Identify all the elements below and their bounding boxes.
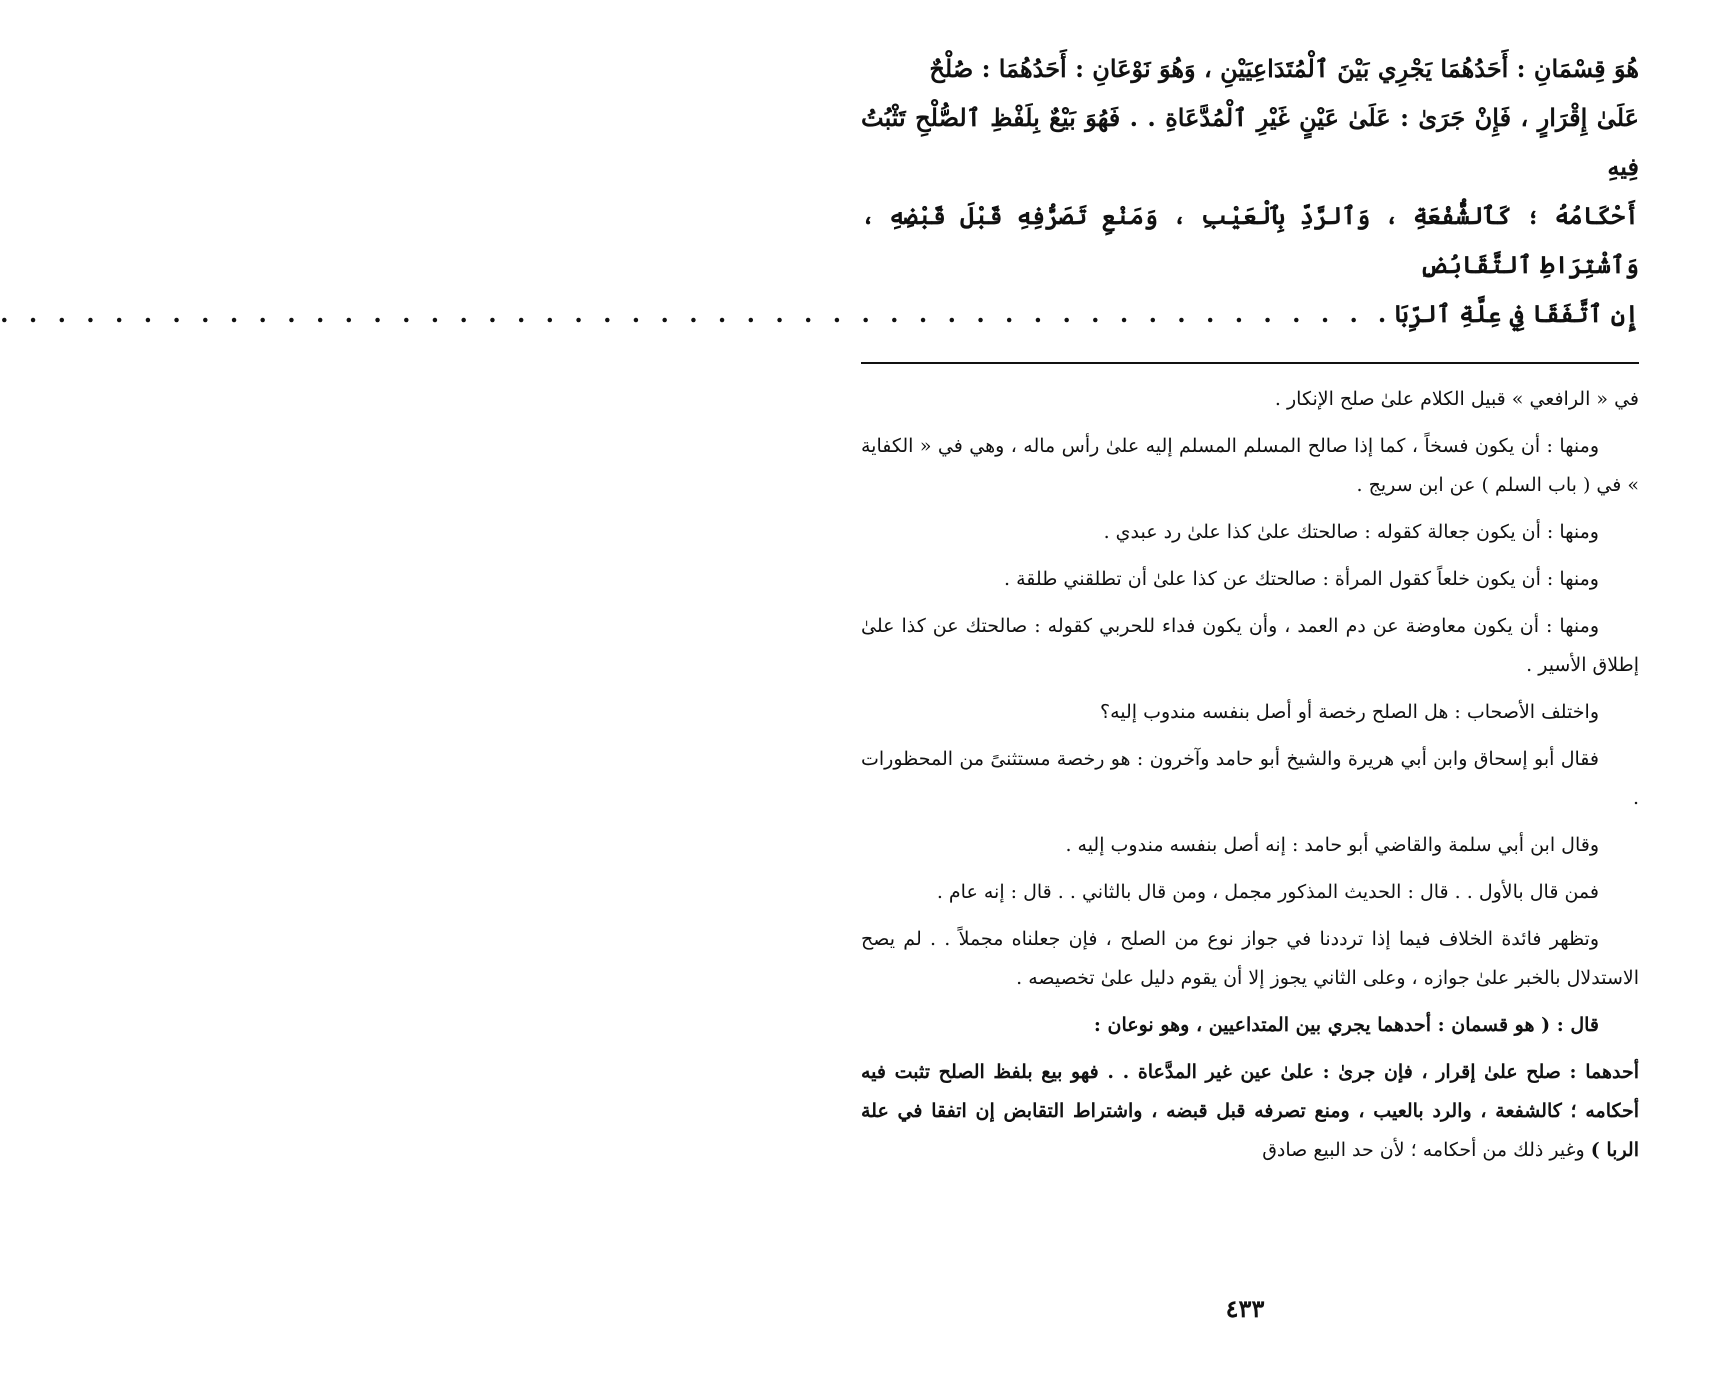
sharh-paragraph-6: واختلف الأصحاب : هل الصلح رخصة أو أصل بنفسه مندوب إليه؟ bbox=[1099, 701, 1599, 723]
sharh-text bbox=[861, 380, 1639, 1170]
sharh-paragraph-7: فقال أبو إسحاق وابن أبي هريرة والشيخ أبو حامد وآخرون : هو رخصة مستثنىً من المحظورات . bbox=[861, 748, 1639, 809]
matn-line-4 bbox=[0, 289, 1639, 338]
sharh-paragraph-2: ومنها : أن يكون فسخاً ، كما إذا صالح المسلم المسلم إليه علىٰ رأس ماله ، وهي في « الكفاية » في ( باب السلم ) عن ابن سريج . bbox=[861, 435, 1639, 496]
sharh-paragraph-9: فمن قال بالأول . . قال : الحديث المذكور مجمل ، ومن قال بالثاني . . قال : إنه عام . bbox=[936, 881, 1599, 903]
sharh-paragraph-4: ومنها : أن يكون خلعاً كقول المرأة : صالحتك عن كذا علىٰ أن تطلقني طلقة . bbox=[1004, 568, 1599, 590]
sharh-paragraph-10: وتظهر فائدة الخلاف فيما إذا ترددنا في جواز نوع من الصلح ، فإن جعلناه مجملاً . . لم يصح الاستدلال بالخبر علىٰ جوازه ، وعلى الثاني يجوز إلا أن يقوم دليل علىٰ تخصيصه . bbox=[861, 928, 1639, 989]
sharh-paragraph-11: قال : ( هو قسمان : أحدهما يجري بين المتداعيين ، وهو نوعان : bbox=[1093, 1014, 1599, 1036]
sharh-paragraph-3: ومنها : أن يكون جعالة كقوله : صالحتك علىٰ كذا علىٰ رد عبدي . bbox=[1103, 521, 1599, 543]
matn-last-line: إِنِ ٱتَّفَقَا فِي عِلَّةِ ٱلرِّبَا . bbox=[1377, 299, 1639, 328]
matn-text bbox=[0, 44, 1639, 338]
matn-line-3: أَحْكَامُهُ ؛ كَٱلشُّفْعَةِ ، وَٱلرَّدِّ بِٱلْعَيْبِ ، وَمَنْعِ تَصَرُّفِهِ قَبْلَ قَبْضِهِ ، وَٱشْتِرَاطِ ٱلتَّقَابُضِ bbox=[861, 201, 1639, 279]
matn-line-2: عَلَىٰ إِقْرَارٍ ، فَإِنْ جَرَىٰ : عَلَىٰ عَيْنٍ غَيْرِ ٱلْمُدَّعَاةِ . . فَهُوَ بَيْعٌ بِلَفْظِ ٱلصُّلْحِ تَثْبُتُ فِيهِ bbox=[861, 103, 1639, 181]
sharh-paragraph-12 bbox=[861, 1053, 1639, 1170]
sharh-paragraph-8: وقال ابن أبي سلمة والقاضي أبو حامد : إنه أصل بنفسه مندوب إليه . bbox=[1065, 834, 1599, 856]
sharh-paragraph-1: في « الرافعي » قبيل الكلام علىٰ صلح الإنكار . bbox=[1274, 388, 1639, 410]
sharh-quote-rest: وغير ذلك من أحكامه ؛ لأن حد البيع صادق bbox=[1262, 1139, 1591, 1161]
page-content bbox=[0, 44, 1639, 1178]
separator-rule bbox=[861, 362, 1639, 364]
sharh-paragraph-5: ومنها : أن يكون معاوضة عن دم العمد ، وأن يكون فداء للحربي كقوله : صالحتك عن كذا علىٰ إطلاق الأسير . bbox=[861, 615, 1639, 676]
sharh-quote-bold: أحدهما : صلح علىٰ إقرار ، فإن جرىٰ : علىٰ عين غير المدَّعاة . . فهو بيع بلفظ الصلح تثبت فيه أحكامه ؛ كالشفعة ، والرد بالعيب ، ومنع تصرفه قبل قبضه ، واشتراط التقابض إن اتفقا في علة الربا ) bbox=[861, 1061, 1639, 1161]
matn-dots: . . . . . . . . . . . . . . . . . . . . . . . . . . . . . . . . . . . . . . . . . . . . . . . . bbox=[0, 299, 1364, 328]
page-number: ٤٣٣ bbox=[1225, 1294, 1265, 1323]
matn-line-1: هُوَ قِسْمَانِ : أَحَدُهُمَا يَجْرِي بَيْنَ ٱلْمُتَدَاعِيَيْنِ ، وَهُوَ نَوْعَانِ : أَحَدُهُمَا : صُلْحٌ bbox=[929, 54, 1639, 83]
